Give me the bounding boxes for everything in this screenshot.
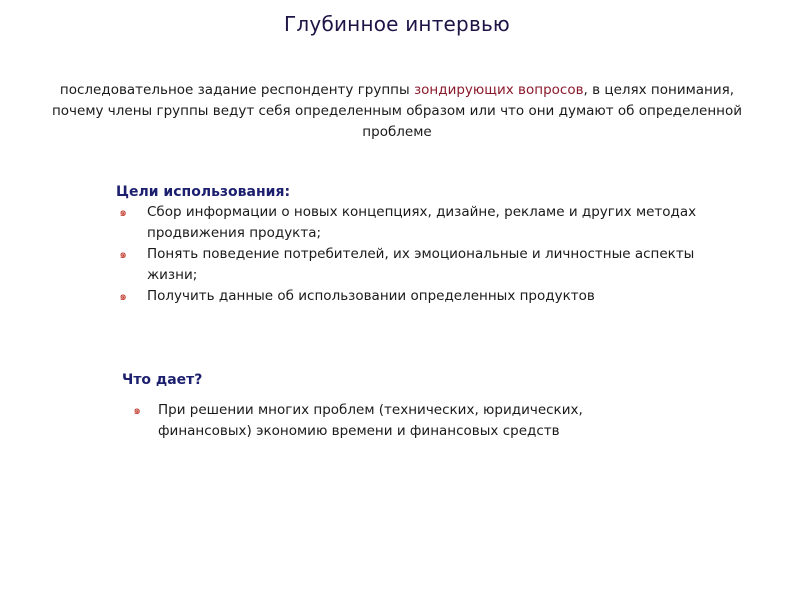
list-item [116,286,736,307]
list-item [116,202,736,244]
swirl-bullet-icon: ๑ [119,205,127,219]
definition-highlight: зондирующих вопросов [413,82,584,98]
list-item [116,244,736,286]
swirl-bullet-icon: ๑ [133,403,141,417]
goals-heading: Цели использования: [116,184,291,200]
goals-list [116,202,736,307]
definition-text [40,80,754,143]
benefit-list [130,400,610,442]
swirl-bullet-icon: ๑ [119,247,127,261]
slide-title: Глубинное интервью [284,12,510,36]
list-item-text: При решении многих проблем (технических, юридических, финансовых) экономию времени и финансовых средств [158,402,583,439]
list-item-text: Получить данные об использовании определенных продуктов [147,288,595,304]
benefit-heading: Что дает? [122,372,203,388]
definition-part-1: последовательное задание респонденту группы [59,82,414,98]
swirl-bullet-icon: ๑ [119,289,127,303]
definition-part-2: , в целях понимания, почему члены группы ведут себя определенным образом или что они думают об определенной проблеме [51,82,743,140]
list-item-text: Понять поведение потребителей, их эмоциональные и личностные аспекты жизни; [147,246,695,283]
list-item [130,400,610,442]
list-item-text: Сбор информации о новых концепциях, дизайне, рекламе и других методах продвижения продукта; [147,204,697,241]
